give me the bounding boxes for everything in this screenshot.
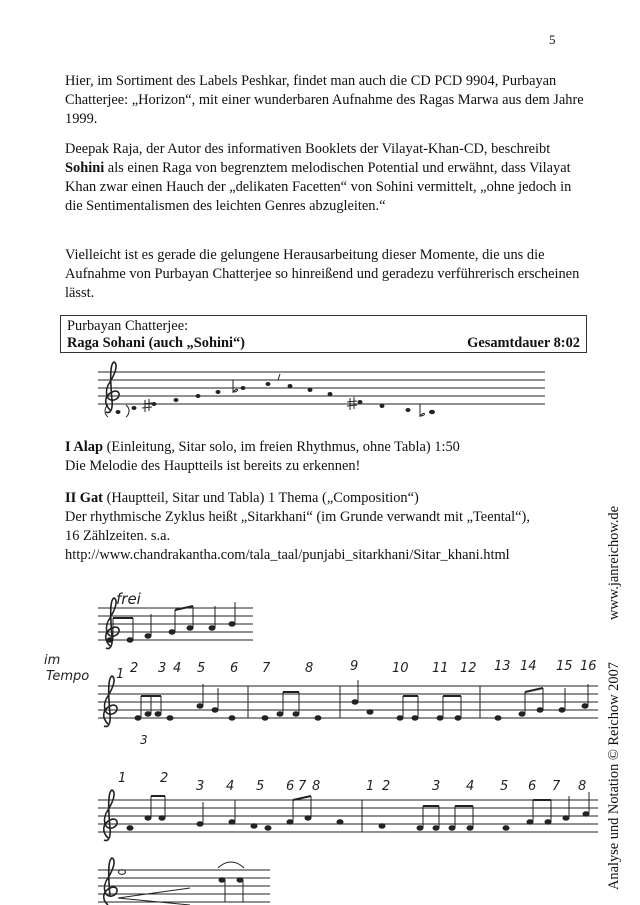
paragraph-text: als einen Raga von begrenztem melodischen Potential und erwähnt, dass Vilayat Khan zwar einen Hauch der „delikaten Facetten“ von Sohini vermittelt, „ohne jedoch in die Sentimentalismen des leichten Genres abzugleiten.“ [65, 160, 572, 214]
scale-staff [98, 372, 545, 404]
beat-count: 9 [350, 659, 359, 674]
end-notes [118, 862, 244, 905]
beat-count: 3 [158, 661, 167, 676]
staff-theme [98, 800, 598, 832]
total-duration: Gesamtdauer 8:02 [467, 335, 580, 351]
raga-title: Raga Sohani (auch „Sohini“) [67, 335, 245, 351]
beat-count: 1 [118, 771, 127, 786]
paragraph-text: Deepak Raja, der Autor des informativen Booklets der Vilayat-Khan-CD, beschreibt [65, 141, 551, 157]
beat-count: 7 [298, 779, 307, 794]
beat-count: 12 [460, 661, 477, 676]
beat-count: 8 [578, 779, 587, 794]
theme-notes [127, 792, 589, 832]
raga-name-bold: Sohini [65, 160, 105, 176]
beat-count: 7 [552, 779, 561, 794]
beat-count: 6 [286, 779, 295, 794]
beat-count: 5 [197, 661, 206, 676]
beat-count: 7 [262, 661, 271, 676]
beat-count: 8 [312, 779, 321, 794]
beat-count: 1 [116, 667, 125, 682]
side-copyright: Analyse und Notation © Reichow 2007 [606, 662, 622, 890]
beat-count: 10 [392, 661, 409, 676]
beat-count: 13 [494, 659, 511, 674]
scale-notes [116, 382, 436, 414]
page-number: 5 [549, 32, 556, 47]
beat-count: 4 [173, 661, 182, 676]
beat-count: 3 [432, 779, 441, 794]
paragraph-purbayan: Vielleicht ist es gerade die gelungene Herausarbeitung dieser Momente, die uns die Aufnahme von Purbayan Chatterjee so hinreißend und geradezu verführerisch erscheinen lässt. [65, 247, 580, 301]
beat-count: 11 [432, 661, 449, 676]
hw-triplet: 3 [140, 733, 148, 747]
hw-frei: frei [116, 590, 141, 608]
beat-count: 16 [580, 659, 597, 674]
gat-description: (Hauptteil, Sitar und Tabla) 1 Thema („Composition“) [102, 490, 419, 506]
gat-title: II Gat [65, 490, 103, 506]
beat-count: 1 [366, 779, 375, 794]
beat-count: 5 [256, 779, 265, 794]
alap-description: (Einleitung, Sitar solo, im freien Rhythmus, ohne Tabla) 1:50 [103, 439, 460, 455]
artist-name: Purbayan Chatterjee: [67, 318, 189, 334]
beat-count: 3 [196, 779, 205, 794]
beat-count: 2 [382, 779, 391, 794]
gat-cycle: Der rhythmische Zyklus heißt „Sitarkhani“ (im Grunde verwandt mit „Teental“), [65, 509, 530, 525]
side-website: www.janreichow.de [606, 505, 622, 620]
hw-tempo: Tempo [46, 669, 90, 684]
beat-count: 15 [556, 659, 573, 674]
gat-url: http://www.chandrakantha.com/tala_taal/punjabi_sitarkhani/Sitar_khani.html [65, 547, 510, 563]
gat-beats: 16 Zählzeiten. s.a. [65, 528, 171, 544]
beat-count: 2 [130, 661, 139, 676]
alap-title: I Alap [65, 439, 103, 455]
alap-note: Die Melodie des Hauptteils ist bereits zu erkennen! [65, 458, 361, 474]
beat-count: 4 [226, 779, 235, 794]
beat-counts-row1 [116, 659, 597, 682]
beat-count: 6 [528, 779, 537, 794]
hw-im: im [44, 653, 61, 668]
beat-counts-row2 [118, 771, 586, 794]
beat-count: 8 [305, 661, 314, 676]
beat-count: 4 [466, 779, 475, 794]
paragraph-horizon-cd: Hier, im Sortiment des Labels Peshkar, findet man auch die CD PCD 9904, Purbayan Chatterjee: „Horizon“, mit einer wunderbaren Aufnahme des Ragas Marwa aus dem Jahre 1999. [65, 73, 584, 127]
beat-count: 2 [160, 771, 169, 786]
beat-count: 6 [230, 661, 239, 676]
beat-count: 5 [500, 779, 509, 794]
beat-count: 14 [520, 659, 537, 674]
